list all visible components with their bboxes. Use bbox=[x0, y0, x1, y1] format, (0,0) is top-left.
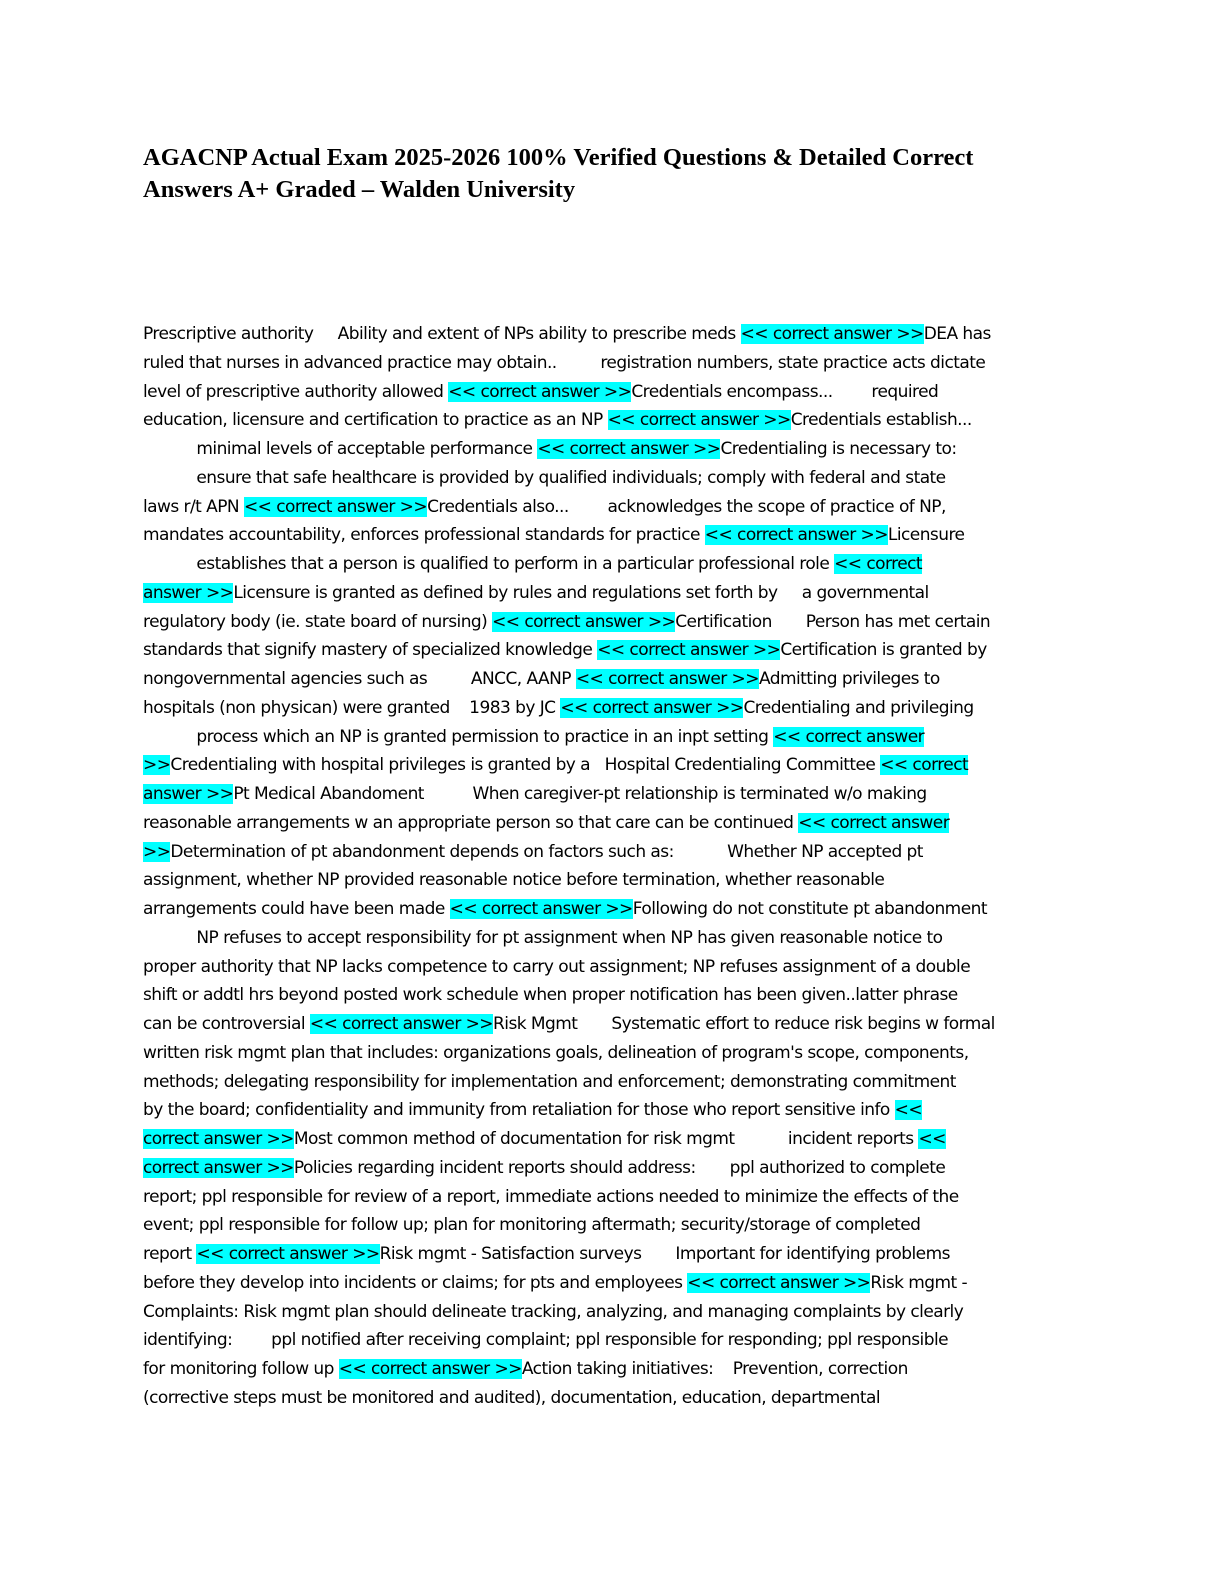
text-segment: Risk mgmt - bbox=[870, 1272, 968, 1293]
text-segment: reasonable arrangements w an appropriate person so that care can be continued bbox=[143, 812, 799, 833]
text-line bbox=[143, 1269, 1083, 1298]
text-line bbox=[143, 1010, 1083, 1039]
text-line bbox=[143, 866, 1083, 895]
text-line bbox=[143, 1326, 1083, 1355]
document-body bbox=[143, 320, 1083, 1413]
answer-marker-highlight: answer >> bbox=[143, 582, 234, 603]
answer-marker-highlight: << correct answer >> bbox=[338, 1359, 522, 1379]
text-line bbox=[143, 320, 1083, 349]
text-line bbox=[143, 1384, 1083, 1413]
answer-marker-highlight: << bbox=[894, 1100, 923, 1121]
text-line bbox=[143, 1240, 1083, 1269]
text-segment: Risk Mgmt Systematic effort to reduce risk begins w formal bbox=[493, 1014, 995, 1034]
answer-marker-highlight: << correct answer >> bbox=[607, 410, 791, 431]
answer-marker-highlight: << correct answer >> bbox=[309, 1014, 494, 1034]
text-segment: methods; delegating responsibility for implementation and enforcement; demonstrating commitment bbox=[143, 1071, 956, 1092]
text-line bbox=[143, 981, 1083, 1010]
answer-marker-highlight: << correct answer >> bbox=[740, 324, 924, 344]
text-segment: can be controversial bbox=[143, 1014, 310, 1034]
text-segment: Complaints: Risk mgmt plan should delineate tracking, analyzing, and managing complaints by clearly bbox=[143, 1301, 964, 1322]
text-line bbox=[143, 579, 1083, 608]
answer-marker-highlight: << correct answer >> bbox=[537, 439, 721, 459]
text-segment: regulatory body (ie. state board of nursing) bbox=[143, 611, 493, 632]
text-line bbox=[143, 723, 1083, 752]
title-line-2: Answers A+ Graded – Walden University bbox=[143, 176, 576, 203]
text-segment: Policies regarding incident reports should address: ppl authorized to complete bbox=[293, 1157, 946, 1178]
text-segment: for monitoring follow up bbox=[143, 1359, 339, 1379]
text-segment: Action taking initiatives: Prevention, correction bbox=[521, 1359, 908, 1379]
text-segment: level of prescriptive authority allowed bbox=[143, 381, 449, 402]
text-line bbox=[143, 780, 1083, 809]
text-segment: Most common method of documentation for risk mgmt incident reports bbox=[293, 1129, 919, 1149]
text-line bbox=[143, 521, 1083, 550]
text-line bbox=[143, 838, 1083, 867]
answer-marker-highlight: << correct answer >> bbox=[492, 611, 676, 632]
text-segment: Credentials establish... bbox=[790, 410, 972, 431]
text-segment: shift or addtl hrs beyond posted work schedule when proper notification has been given..latter phrase bbox=[143, 985, 958, 1006]
text-segment: before they develop into incidents or claims; for pts and employees bbox=[143, 1272, 688, 1293]
text-line bbox=[143, 636, 1083, 665]
text-line bbox=[143, 665, 1083, 694]
answer-marker-highlight: << correct answer >> bbox=[575, 669, 759, 689]
text-segment: Determination of pt abandonment depends on factors such as: Whether NP accepted pt bbox=[170, 841, 923, 862]
text-line bbox=[143, 924, 1083, 953]
title-line-1: AGACNP Actual Exam 2025-2026 100% Verified Questions & Detailed Correct bbox=[143, 144, 974, 171]
answer-marker-highlight: << correct bbox=[880, 755, 969, 776]
answer-marker-highlight: << correct answer >> bbox=[687, 1272, 871, 1293]
text-line bbox=[143, 1298, 1083, 1327]
text-segment: Licensure is granted as defined by rules and regulations set forth by a governmental bbox=[233, 582, 929, 603]
answer-marker-highlight: << correct bbox=[834, 554, 923, 574]
answer-marker-highlight: << correct answer >> bbox=[597, 640, 781, 661]
text-segment: Credentials encompass... required bbox=[631, 381, 939, 402]
text-line bbox=[143, 953, 1083, 982]
text-line bbox=[143, 1125, 1083, 1154]
text-segment: report bbox=[143, 1244, 197, 1264]
text-line bbox=[143, 608, 1083, 637]
answer-marker-highlight: << correct answer >> bbox=[704, 525, 888, 546]
text-segment: ensure that safe healthcare is provided by qualified individuals; comply with federal and state bbox=[143, 467, 946, 488]
text-segment: Following do not constitute pt abandonment bbox=[632, 899, 987, 919]
answer-marker-highlight: << correct answer >> bbox=[560, 697, 744, 718]
text-segment: Credentialing is necessary to: bbox=[720, 439, 957, 459]
text-line bbox=[143, 406, 1083, 435]
text-segment: report; ppl responsible for review of a report, immediate actions needed to minimize the effects of the bbox=[143, 1186, 959, 1207]
text-line bbox=[143, 1154, 1083, 1183]
text-segment: (corrective steps must be monitored and audited), documentation, education, departmental bbox=[143, 1387, 881, 1408]
text-line bbox=[143, 1211, 1083, 1240]
answer-marker-highlight: << correct answer bbox=[773, 726, 925, 747]
text-segment: mandates accountability, enforces professional standards for practice bbox=[143, 525, 705, 546]
text-segment: Certification Person has met certain bbox=[675, 611, 991, 632]
text-segment: education, licensure and certification to practice as an NP bbox=[143, 410, 608, 431]
text-line bbox=[143, 1096, 1083, 1125]
text-line bbox=[143, 1183, 1083, 1212]
text-line bbox=[143, 694, 1083, 723]
text-segment: Credentialing with hospital privileges is granted by a Hospital Credentialing Committee bbox=[170, 755, 881, 776]
text-segment: assignment, whether NP provided reasonable notice before termination, whether reasonable bbox=[143, 870, 885, 891]
text-segment: Prescriptive authority Ability and extent of NPs ability to prescribe meds bbox=[143, 324, 741, 344]
text-segment: Admitting privileges to bbox=[758, 669, 940, 689]
answer-marker-highlight: correct answer >> bbox=[143, 1129, 294, 1149]
text-segment: Risk mgmt - Satisfaction surveys Important for identifying problems bbox=[379, 1244, 950, 1264]
text-segment: written risk mgmt plan that includes: organizations goals, delineation of program's scope, components, bbox=[143, 1042, 969, 1063]
document-title bbox=[143, 142, 1083, 206]
text-line bbox=[143, 464, 1083, 493]
answer-marker-highlight: << correct answer bbox=[798, 812, 950, 833]
text-line bbox=[143, 751, 1083, 780]
text-segment: event; ppl responsible for follow up; plan for monitoring aftermath; security/storage of completed bbox=[143, 1215, 921, 1236]
text-segment: standards that signify mastery of specialized knowledge bbox=[143, 640, 598, 661]
text-segment: ruled that nurses in advanced practice may obtain.. registration numbers, state practice acts dictate bbox=[143, 352, 986, 373]
text-segment: Licensure bbox=[887, 525, 965, 546]
text-line bbox=[143, 895, 1083, 924]
text-segment: nongovernmental agencies such as ANCC, AANP bbox=[143, 669, 576, 689]
text-segment: Credentialing and privileging bbox=[743, 697, 974, 718]
text-segment: identifying: ppl notified after receiving complaint; ppl responsible for responding; ppl responsible bbox=[143, 1330, 949, 1351]
answer-marker-highlight: << correct answer >> bbox=[449, 899, 633, 919]
text-segment: DEA has bbox=[923, 324, 991, 344]
text-line bbox=[143, 493, 1083, 522]
answer-marker-highlight: >> bbox=[143, 755, 171, 776]
answer-marker-highlight: << correct answer >> bbox=[196, 1244, 380, 1264]
text-line bbox=[143, 550, 1083, 579]
answer-marker-highlight: answer >> bbox=[143, 784, 234, 804]
text-line bbox=[143, 378, 1083, 407]
text-line bbox=[143, 349, 1083, 378]
answer-marker-highlight: >> bbox=[143, 841, 171, 862]
text-segment: establishes that a person is qualified to perform in a particular professional role bbox=[143, 554, 835, 574]
text-segment: process which an NP is granted permission to practice in an inpt setting bbox=[143, 726, 774, 747]
text-line bbox=[143, 809, 1083, 838]
text-line bbox=[143, 435, 1083, 464]
text-line bbox=[143, 1039, 1083, 1068]
text-segment: arrangements could have been made bbox=[143, 899, 450, 919]
answer-marker-highlight: << bbox=[918, 1129, 946, 1149]
text-line bbox=[143, 1068, 1083, 1097]
text-segment: proper authority that NP lacks competence to carry out assignment; NP refuses assignment of a double bbox=[143, 956, 971, 977]
text-segment: Certification is granted by bbox=[780, 640, 987, 661]
answer-marker-highlight: correct answer >> bbox=[143, 1157, 294, 1178]
text-segment: hospitals (non physican) were granted 1983 by JC bbox=[143, 697, 561, 718]
text-line bbox=[143, 1355, 1083, 1384]
text-segment: Credentials also... acknowledges the scope of practice of NP, bbox=[427, 496, 946, 517]
text-segment: laws r/t APN bbox=[143, 496, 244, 517]
answer-marker-highlight: << correct answer >> bbox=[448, 381, 632, 402]
text-segment: by the board; confidentiality and immunity from retaliation for those who report sensitive info bbox=[143, 1100, 895, 1121]
text-segment: Pt Medical Abandoment When caregiver-pt relationship is terminated w/o making bbox=[233, 784, 927, 804]
text-segment: minimal levels of acceptable performance bbox=[143, 439, 538, 459]
answer-marker-highlight: << correct answer >> bbox=[243, 496, 428, 517]
text-segment: NP refuses to accept responsibility for pt assignment when NP has given reasonable notice to bbox=[143, 927, 943, 948]
